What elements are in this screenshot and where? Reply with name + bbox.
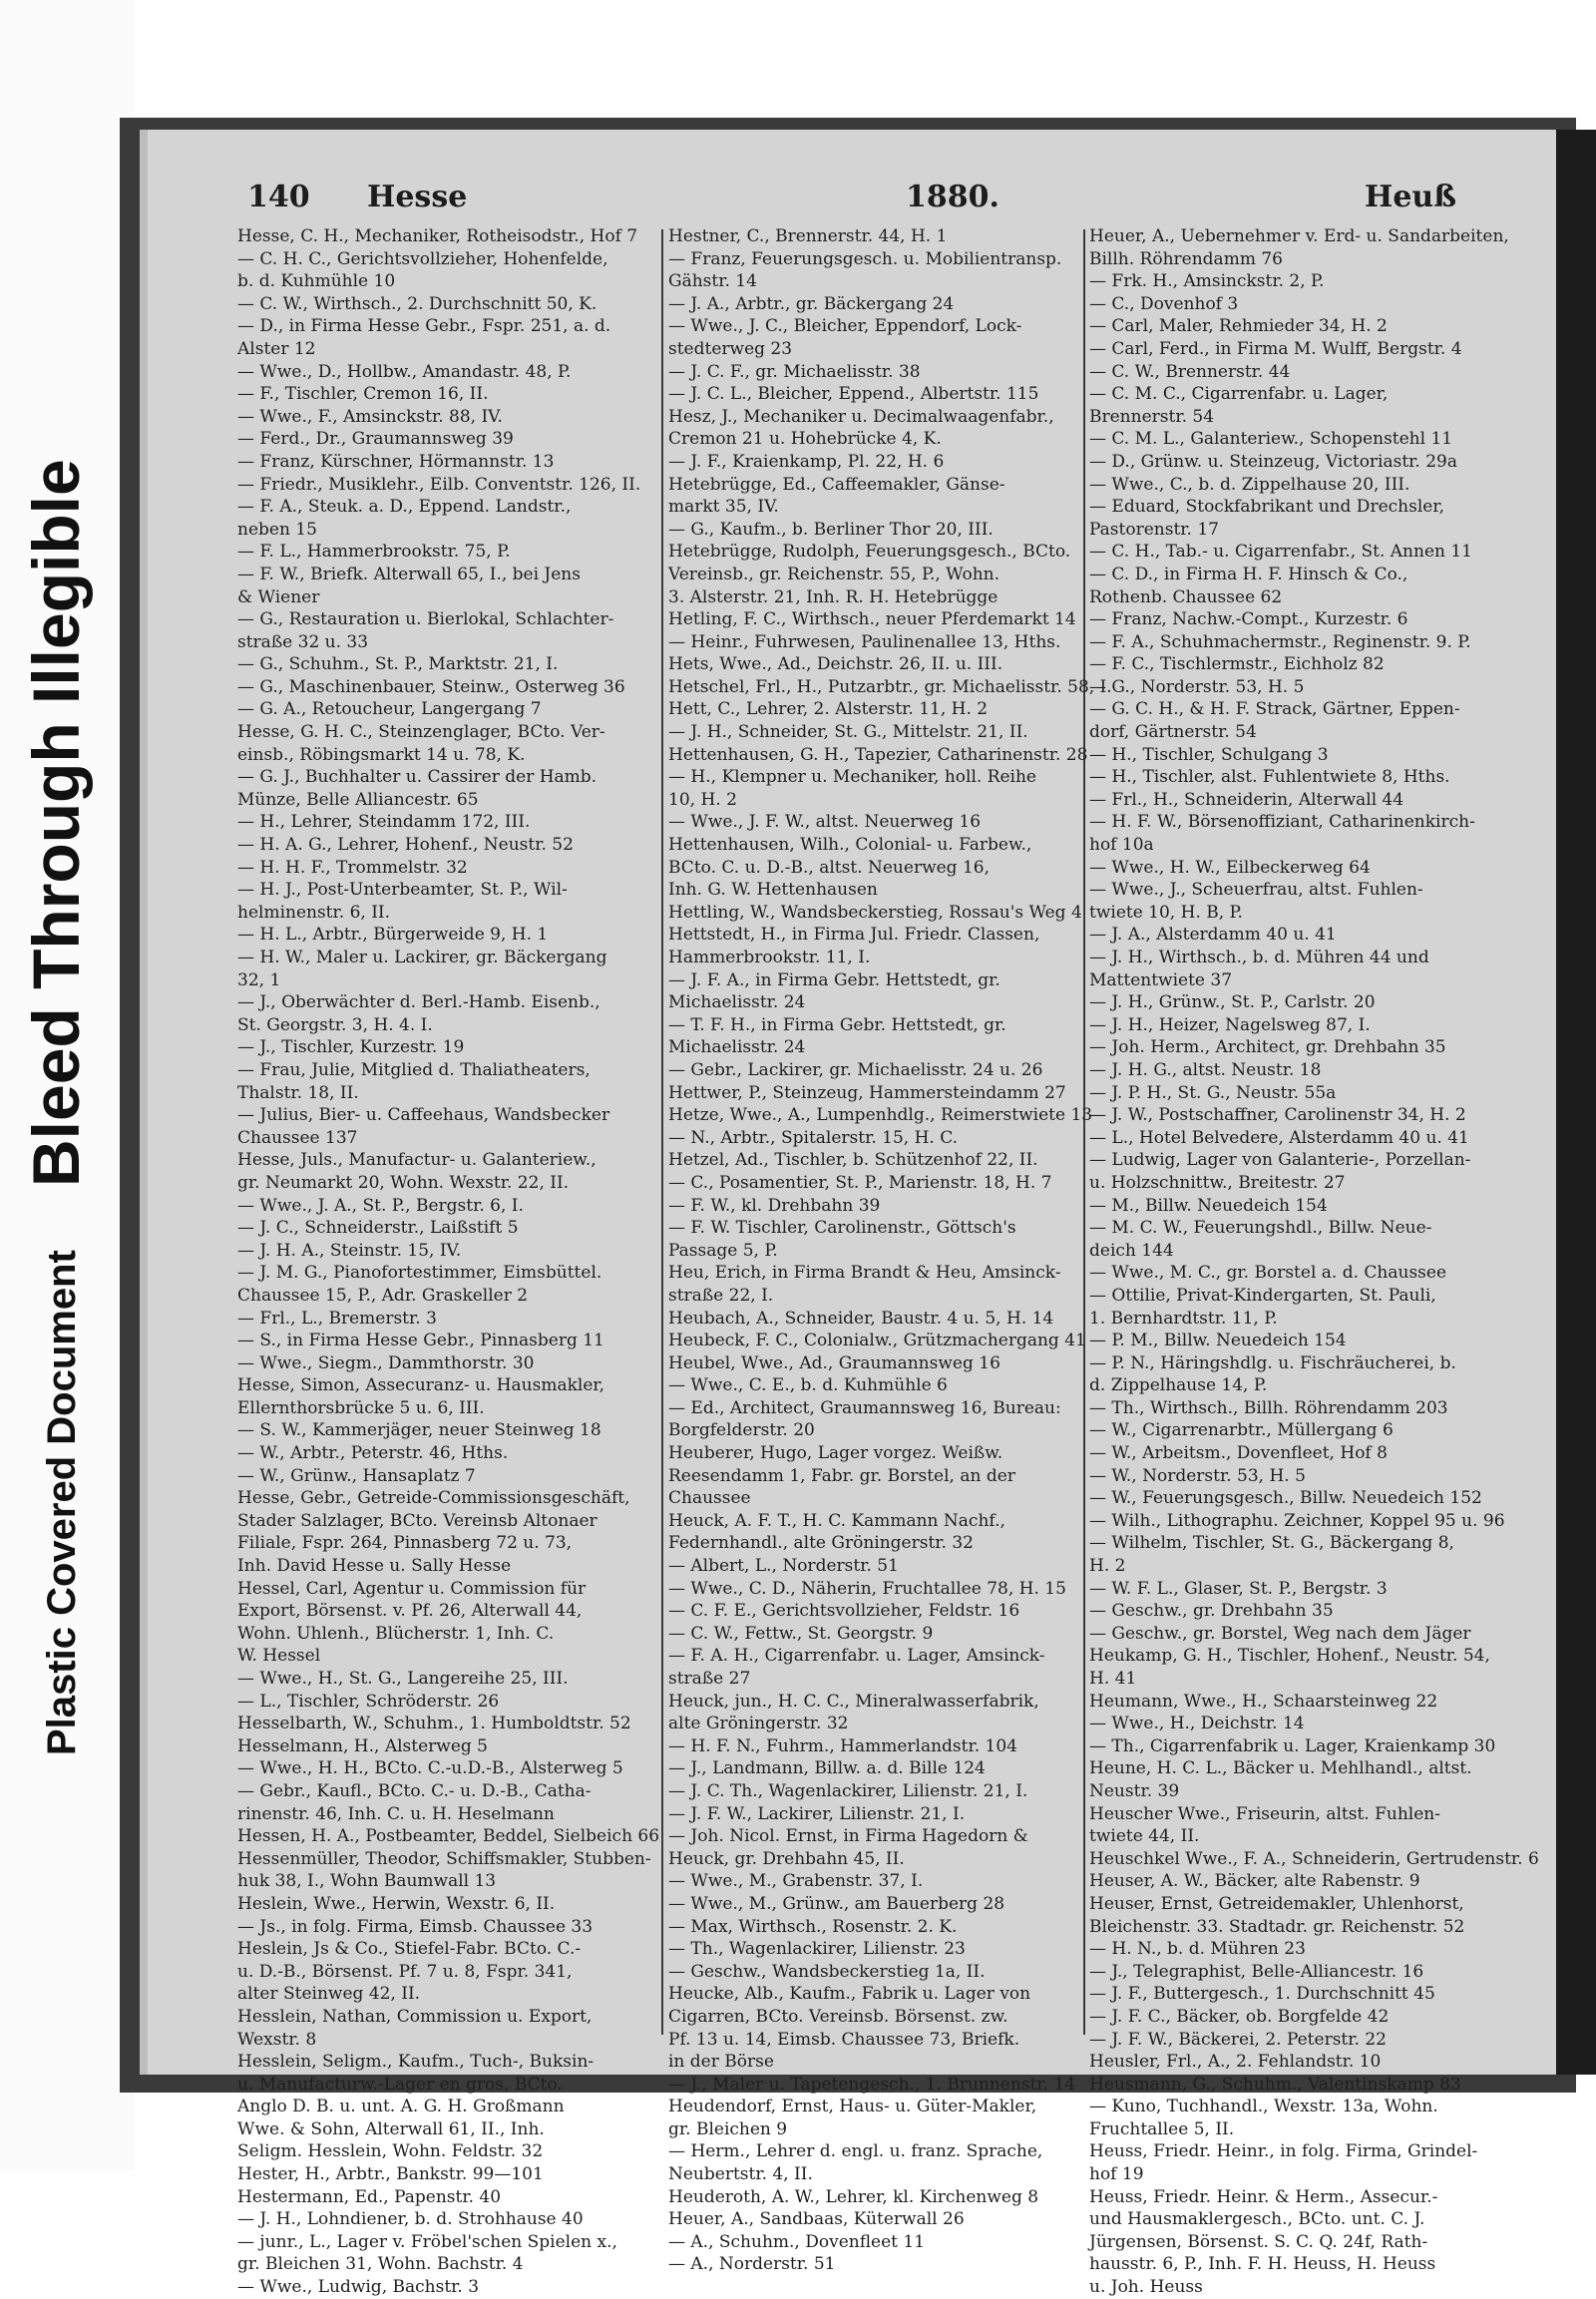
- directory-entry-line: — J. H., Wirthsch., b. d. Mühren 44 und: [1089, 948, 1429, 967]
- directory-entry-line: Heune, H. C. L., Bäcker u. Mehlhandl., altst.: [1089, 1758, 1472, 1779]
- directory-entry-line: — C. W., Wirthsch., 2. Durchschnitt 50, K.: [237, 293, 598, 314]
- directory-entry-line: deich 144: [1089, 1240, 1174, 1261]
- directory-entry-line: Thalstr. 18, II.: [237, 1082, 359, 1103]
- directory-entry-line: — H., Tischler, Schulgang 3: [1089, 744, 1329, 765]
- directory-entry-line: — P. M., Billw. Neuedeich 154: [1089, 1331, 1347, 1351]
- directory-entry-line: Heubel, Wwe., Ad., Graumannsweg 16: [668, 1352, 1000, 1373]
- directory-entry-line: — J. C. L., Bleicher, Eppend., Albertstr. 115: [668, 384, 1039, 405]
- directory-entry-line: — J. H. A., Steinstr. 15, IV.: [237, 1240, 462, 1261]
- directory-entry-line: — Joh. Nicol. Ernst, in Firma Hagedorn &: [668, 1826, 1028, 1847]
- directory-entry-line: — G., Schuhm., St. P., Marktstr. 21, I.: [237, 654, 559, 675]
- directory-entry-line: — Wilh., Lithographu. Zeichner, Koppel 95 u. 96: [1089, 1510, 1505, 1531]
- directory-entry-line: — Wwe., M. C., gr. Borstel a. d. Chaussee: [1089, 1263, 1447, 1284]
- directory-entry-line: — Wwe., Siegm., Dammthorstr. 30: [237, 1352, 535, 1373]
- directory-entry-line: — H. F. W., Börsenoffiziant, Catharinenkirch-: [1089, 812, 1475, 833]
- directory-entry-line: — C. M. L., Galanteriew., Schopenstehl 11: [1089, 429, 1453, 450]
- directory-entry-line: — Franz, Nachw.-Compt., Kurzestr. 6: [1089, 609, 1408, 630]
- directory-entry-line: Heslein, Wwe., Herwin, Wexstr. 6, II.: [237, 1893, 556, 1914]
- directory-entry-line: — Wwe., F., Amsinckstr. 88, IV.: [237, 406, 503, 427]
- directory-entry-line: — Carl, Ferd., in Firma M. Wulff, Bergstr. 4: [1089, 338, 1462, 359]
- directory-entry-line: Hett, C., Lehrer, 2. Alsterstr. 11, H. 2: [668, 699, 989, 720]
- directory-entry-line: — Albert, L., Norderstr. 51: [668, 1556, 899, 1577]
- directory-entry-line: Hetzel, Ad., Tischler, b. Schützenhof 22, II.: [668, 1150, 1038, 1171]
- directory-entry-line: Hesse, C. H., Mechaniker, Rotheisodstr., Hof 7: [237, 226, 638, 246]
- directory-entry-line: markt 35, IV.: [668, 497, 779, 518]
- directory-entry-line: H. 41: [1089, 1669, 1137, 1689]
- directory-entry-line: — Wilhelm, Tischler, St. G., Bäckergang 8,: [1089, 1533, 1454, 1554]
- header-left-word: Hesse: [367, 180, 468, 214]
- bleed-through-label: Bleed Through Illegible: [19, 459, 93, 1187]
- directory-entry-line: — L., Tischler, Schröderstr. 26: [237, 1691, 500, 1712]
- directory-entry-line: — W., Norderstr. 53, H. 5: [1089, 1465, 1306, 1486]
- directory-entry-line: — Gebr., Lackirer, gr. Michaelisstr. 24 u. 26: [668, 1059, 1043, 1080]
- directory-entry-line: — F. W., kl. Drehbahn 39: [668, 1195, 881, 1216]
- directory-entry-line: Chaussee: [668, 1488, 751, 1509]
- directory-entry-line: — J. F., Kraienkamp, Pl. 22, H. 6: [668, 451, 945, 472]
- directory-entry-line: Passage 5, P.: [668, 1240, 778, 1261]
- directory-entry-line: — Ottilie, Privat-Kindergarten, St. Pauli,: [1089, 1285, 1436, 1306]
- directory-entry-line: d. Zippelhause 14, P.: [1089, 1375, 1268, 1396]
- directory-entry-line: Hesse, Simon, Assecuranz- u. Hausmakler,: [237, 1375, 605, 1396]
- directory-entry-line: — C., Posamentier, St. P., Marienstr. 18, H. 7: [668, 1172, 1052, 1193]
- directory-entry-line: u. Holzschnittw., Breitestr. 27: [1089, 1172, 1346, 1193]
- directory-entry-line: — H., Klempner u. Mechaniker, holl. Reihe: [668, 767, 1036, 788]
- directory-entry-line: — J. H., Heizer, Nagelsweg 87, I.: [1089, 1014, 1371, 1035]
- directory-entry-line: — J. H., Grünw., St. P., Carlstr. 20: [1089, 992, 1376, 1013]
- directory-entry-line: Heubeck, F. C., Colonialw., Grützmachergang 41: [668, 1331, 1086, 1351]
- directory-entry-line: Hetebrügge, Rudolph, Feuerungsgesch., BCto.: [668, 542, 1071, 563]
- directory-entry-line: Alster 12: [237, 338, 316, 359]
- directory-entry-line: — H. J., Post-Unterbeamter, St. P., Wil-: [237, 880, 568, 901]
- directory-entry-line: rinenstr. 46, Inh. C. u. H. Heselmann: [237, 1803, 555, 1824]
- directory-entry-line: u. D.-B., Börsenst. Pf. 7 u. 8, Fspr. 341,: [237, 1961, 573, 1982]
- directory-entry-line: — Friedr., Musiklehr., Eilb. Conventstr. 126, II.: [237, 474, 641, 495]
- directory-entry-line: 10, H. 2: [668, 789, 737, 810]
- directory-entry-line: straße 32 u. 33: [237, 631, 369, 652]
- directory-entry-line: Münze, Belle Alliancestr. 65: [237, 789, 479, 810]
- directory-entry-line: — Geschw., gr. Borstel, Weg nach dem Jäger: [1089, 1623, 1471, 1644]
- directory-entry-line: — S. W., Kammerjäger, neuer Steinweg 18: [237, 1420, 601, 1441]
- directory-entry-line: Export, Börsenst. v. Pf. 26, Alterwall 44,: [237, 1601, 583, 1622]
- directory-entry-line: — J. C., Schneiderstr., Laißstift 5: [237, 1218, 519, 1239]
- directory-entry-line: — Joh. Herm., Architect, gr. Drehbahn 35: [1089, 1037, 1446, 1058]
- directory-entry-line: alte Gröningerstr. 32: [668, 1714, 849, 1734]
- directory-entry-line: Pf. 13 u. 14, Eimsb. Chaussee 73, Briefk.: [668, 2029, 1020, 2050]
- directory-entry-line: Fruchtallee 5, II.: [1089, 2118, 1235, 2139]
- directory-entry-line: — P. N., Häringshdlg. u. Fischräucherei, b.: [1089, 1352, 1456, 1373]
- directory-entry-line: Filiale, Fspr. 264, Pinnasberg 72 u. 73,: [237, 1533, 573, 1554]
- directory-entry-line: Heusmann, G., Schuhm., Valentinskamp 83: [1089, 2074, 1461, 2095]
- directory-entry-line: — W., Cigarrenarbtr., Müllergang 6: [1089, 1420, 1394, 1441]
- directory-entry-line: — Th., Wagenlackirer, Lilienstr. 23: [668, 1939, 966, 1960]
- directory-entry-line: — Th., Wirthsch., Billh. Röhrendamm 203: [1089, 1397, 1448, 1418]
- directory-entry-line: — H. F. N., Fuhrm., Hammerlandstr. 104: [668, 1735, 1018, 1756]
- directory-entry-line: — Frl., H., Schneiderin, Alterwall 44: [1089, 789, 1404, 810]
- directory-entry-line: Hetze, Wwe., A., Lumpenhdlg., Reimerstwiete 13: [668, 1105, 1093, 1126]
- directory-entry-line: — Frl., L., Bremerstr. 3: [237, 1308, 437, 1329]
- directory-entry-line: — H. A. G., Lehrer, Hohenf., Neustr. 52: [237, 835, 574, 856]
- directory-entry-line: — Wwe., M., Grünw., am Bauerberg 28: [668, 1893, 1005, 1914]
- directory-entry-line: Wwe. & Sohn, Alterwall 61, II., Inh.: [237, 2118, 545, 2139]
- directory-entry-line: — F. L., Hammerbrookstr. 75, P.: [237, 542, 511, 563]
- directory-entry-line: — D., Grünw. u. Steinzeug, Victoriastr. 29a: [1089, 451, 1458, 472]
- directory-entry-line: H. 2: [1089, 1556, 1126, 1577]
- directory-entry-line: in der Börse: [668, 2052, 774, 2073]
- directory-entry-line: hof 10a: [1089, 835, 1154, 856]
- directory-entry-line: neben 15: [237, 519, 317, 540]
- directory-entry-line: — C. W., Brennerstr. 44: [1089, 361, 1291, 382]
- directory-entry-line: — Wwe., D., Hollbw., Amandastr. 48, P.: [237, 361, 572, 382]
- directory-entry-line: — Kuno, Tuchhandl., Wexstr. 13a, Wohn.: [1089, 2097, 1438, 2117]
- directory-entry-line: — W., Grünw., Hansaplatz 7: [237, 1465, 476, 1486]
- directory-entry-line: Heucke, Alb., Kaufm., Fabrik u. Lager von: [668, 1984, 1031, 2005]
- directory-entry-line: straße 27: [668, 1669, 751, 1689]
- directory-entry-line: — C., Dovenhof 3: [1089, 293, 1239, 314]
- directory-entry-line: Mattentwiete 37: [1089, 969, 1233, 990]
- plastic-covered-label: Plastic Covered Document: [40, 1250, 84, 1755]
- directory-entry-line: Hettenhausen, Wilh., Colonial- u. Farbew.,: [668, 835, 1032, 856]
- directory-entry-line: Heuschkel Wwe., F. A., Schneiderin, Gertrudenstr. 6: [1089, 1848, 1539, 1869]
- directory-entry-line: — J. F. W., Lackirer, Lilienstr. 21, I.: [668, 1803, 966, 1824]
- directory-entry-line: huk 38, I., Wohn Baumwall 13: [237, 1871, 497, 1892]
- directory-entry-line: gr. Bleichen 9: [668, 2118, 788, 2139]
- directory-entry-line: Heslein, Js & Co., Stiefel-Fabr. BCto. C.-: [237, 1939, 582, 1960]
- directory-entry-line: Heubach, A., Schneider, Baustr. 4 u. 5, H. 14: [668, 1308, 1054, 1329]
- directory-entry-line: Heu, Erich, in Firma Brandt & Heu, Amsinck-: [668, 1263, 1061, 1284]
- directory-entry-line: — Frau, Julie, Mitglied d. Thaliatheaters,: [237, 1059, 591, 1080]
- directory-entry-line: Heuck, jun., H. C. C., Mineralwasserfabrik,: [668, 1691, 1039, 1712]
- directory-entry-line: — C. H. C., Gerichtsvollzieher, Hohenfelde,: [237, 248, 608, 269]
- directory-entry-line: — F. A., Steuk. a. D., Eppend. Landstr.,: [237, 497, 572, 518]
- directory-entry-line: Anglo D. B. u. unt. A. G. H. Großmann: [237, 2097, 565, 2117]
- directory-entry-line: — H. L., Arbtr., Bürgerweide 9, H. 1: [237, 925, 549, 946]
- directory-entry-line: Hetebrügge, Ed., Caffeemakler, Gänse-: [668, 474, 1005, 495]
- directory-entry-line: — G. C. H., & H. F. Strack, Gärtner, Eppen-: [1089, 699, 1460, 720]
- directory-entry-line: Hettwer, P., Steinzeug, Hammersteindamm 27: [668, 1082, 1066, 1103]
- directory-entry-line: Heuscher Wwe., Friseurin, altst. Fuhlen-: [1089, 1803, 1440, 1824]
- directory-entry-line: — F. A., Schuhmachermstr., Reginenstr. 9. P.: [1089, 631, 1471, 652]
- directory-entry-line: — Carl, Maler, Rehmieder 34, H. 2: [1089, 316, 1388, 337]
- directory-entry-line: Pastorenstr. 17: [1089, 519, 1219, 540]
- directory-entry-line: Hesse, G. H. C., Steinzenglager, BCto. Ver-: [237, 722, 605, 743]
- directory-entry-line: — M., Billw. Neuedeich 154: [1089, 1195, 1328, 1216]
- directory-entry-line: Rothenb. Chaussee 62: [1089, 586, 1283, 607]
- directory-entry-line: — J., Landmann, Billw. a. d. Bille 124: [668, 1758, 986, 1779]
- directory-entry-line: W. Hessel: [237, 1646, 321, 1667]
- directory-entry-line: — Wwe., H., Deichstr. 14: [1089, 1714, 1305, 1734]
- directory-entry-line: — J. F., Buttergesch., 1. Durchschnitt 45: [1089, 1984, 1435, 2005]
- directory-entry-line: — D., in Firma Hesse Gebr., Fspr. 251, a. d.: [237, 316, 611, 337]
- directory-entry-line: — C. H., Tab.- u. Cigarrenfabr., St. Annen 11: [1089, 542, 1473, 563]
- directory-entry-line: — W., Arbeitsm., Dovenfleet, Hof 8: [1089, 1443, 1388, 1464]
- directory-entry-line: — G., Kaufm., b. Berliner Thor 20, III.: [668, 519, 994, 540]
- directory-entry-line: Federnhandl., alte Gröningerstr. 32: [668, 1533, 974, 1554]
- directory-entry-line: — Franz, Feuerungsgesch. u. Mobilientransp.: [668, 248, 1062, 269]
- directory-entry-line: — Wwe., C. D., Näherin, Fruchtallee 78, H. 15: [668, 1578, 1066, 1599]
- directory-entry-line: Heusler, Frl., A., 2. Fehlandstr. 10: [1089, 2052, 1382, 2073]
- directory-entry-line: Heuck, gr. Drehbahn 45, II.: [668, 1848, 905, 1869]
- directory-entry-line: Heuer, A., Uebernehmer v. Erd- u. Sandarbeiten,: [1089, 226, 1509, 246]
- column-left: [237, 225, 660, 2298]
- column-right: [1089, 225, 1539, 2298]
- directory-entry-line: Chaussee 137: [237, 1127, 358, 1148]
- directory-entry-line: — Eduard, Stockfabrikant und Drechsler,: [1089, 497, 1444, 518]
- directory-entry-line: — Wwe., Ludwig, Bachstr. 3: [237, 2277, 480, 2298]
- directory-entry-line: — Js., in folg. Firma, Eimsb. Chaussee 33: [237, 1916, 594, 1937]
- directory-entry-line: — J. P. H., St. G., Neustr. 55a: [1089, 1082, 1337, 1103]
- directory-entry-line: hof 19: [1089, 2164, 1144, 2185]
- directory-entry-line: Hettenhausen, G. H., Tapezier, Catharinenstr. 28: [668, 744, 1088, 765]
- directory-entry-line: Hessel, Carl, Agentur u. Commission für: [237, 1578, 587, 1599]
- directory-entry-line: twiete 10, H. B, P.: [1089, 902, 1243, 923]
- directory-entry-line: — Geschw., Wandsbeckerstieg 1a, II.: [668, 1961, 986, 1982]
- directory-entry-line: — J. A., Alsterdamm 40 u. 41: [1089, 925, 1337, 946]
- directory-entry-line: — F. W., Briefk. Alterwall 65, I., bei Jens: [237, 564, 581, 584]
- directory-entry-line: Heuer, A., Sandbaas, Küterwall 26: [668, 2209, 965, 2230]
- directory-entry-line: Heukamp, G. H., Tischler, Hohenf., Neustr. 54,: [1089, 1646, 1490, 1667]
- directory-entry-line: stedterweg 23: [668, 338, 793, 359]
- directory-entry-line: — G., Norderstr. 53, H. 5: [1089, 676, 1305, 697]
- directory-entry-line: — J. H. G., altst. Neustr. 18: [1089, 1059, 1322, 1080]
- directory-entry-line: Hessenmüller, Theodor, Schiffsmakler, Stubben-: [237, 1848, 651, 1869]
- directory-entry-line: alter Steinweg 42, II.: [237, 1984, 421, 2005]
- directory-entry-line: — J. F. A., in Firma Gebr. Hettstedt, gr.: [668, 969, 1000, 990]
- directory-entry-line: — H. N., b. d. Mühren 23: [1089, 1939, 1306, 1960]
- directory-entry-line: 32, 1: [237, 969, 281, 990]
- directory-entry-line: Hesz, J., Mechaniker u. Decimalwaagenfabr.,: [668, 406, 1054, 427]
- directory-entry-line: und Hausmaklergesch., BCto. unt. C. J.: [1089, 2209, 1425, 2230]
- directory-entry-line: Inh. David Hesse u. Sally Hesse: [237, 1556, 512, 1577]
- directory-entry-line: Hesselbarth, W., Schuhm., 1. Humboldtstr. 52: [237, 1714, 631, 1734]
- directory-entry-line: Neubertstr. 4, II.: [668, 2164, 813, 2185]
- directory-entry-line: Brennerstr. 54: [1089, 406, 1215, 427]
- directory-entry-line: Hammerbrookstr. 11, I.: [668, 948, 871, 967]
- directory-entry-line: BCto. C. u. D.-B., altst. Neuerweg 16,: [668, 857, 991, 878]
- directory-entry-line: — W., Arbtr., Peterstr. 46, Hths.: [237, 1443, 509, 1464]
- directory-entry-line: — H. H. F., Trommelstr. 32: [237, 857, 468, 878]
- directory-entry-line: Heuser, A. W., Bäcker, alte Rabenstr. 9: [1089, 1871, 1420, 1892]
- directory-entry-line: — junr., L., Lager v. Fröbel'schen Spielen x.,: [237, 2231, 617, 2252]
- directory-entry-line: — J. M. G., Pianofortestimmer, Eimsbüttel.: [237, 1263, 602, 1284]
- directory-entry-line: — A., Norderstr. 51: [668, 2254, 836, 2275]
- directory-entry-line: Heuss, Friedr. Heinr. & Herm., Assecur.-: [1089, 2186, 1438, 2207]
- directory-entry-line: — T. F. H., in Firma Gebr. Hettstedt, gr.: [668, 1014, 1006, 1035]
- directory-entry-line: — Wwe., J. F. W., altst. Neuerweg 16: [668, 812, 982, 833]
- directory-page: [140, 130, 1556, 2298]
- directory-entry-line: — G. A., Retoucheur, Langergang 7: [237, 699, 542, 720]
- directory-entry-line: Inh. G. W. Hettenhausen: [668, 880, 878, 901]
- directory-entry-line: — F. W. Tischler, Carolinenstr., Göttsch's: [668, 1218, 1016, 1239]
- directory-entry-line: Hetling, F. C., Wirthsch., neuer Pferdemarkt 14: [668, 609, 1076, 630]
- directory-entry-line: — Wwe., J. C., Bleicher, Eppendorf, Lock-: [668, 316, 1022, 337]
- directory-entry-line: Heumann, Wwe., H., Schaarsteinweg 22: [1089, 1691, 1438, 1712]
- directory-entry-line: — Wwe., J., Scheuerfrau, altst. Fuhlen-: [1089, 880, 1423, 901]
- directory-entry-line: twiete 44, II.: [1089, 1826, 1200, 1847]
- directory-entry-line: — C. F. E., Gerichtsvollzieher, Feldstr. 16: [668, 1601, 1020, 1622]
- directory-entry-line: straße 22, I.: [668, 1285, 774, 1306]
- directory-entry-line: u. Manufacturw.-Lager en gros, BCto.: [237, 2074, 563, 2095]
- directory-entry-line: — W., Feuerungsgesch., Billw. Neuedeich 152: [1089, 1488, 1482, 1509]
- directory-entry-line: Michaelisstr. 24: [668, 992, 806, 1013]
- directory-entry-line: — Max, Wirthsch., Rosenstr. 2. K.: [668, 1916, 958, 1937]
- directory-entry-line: — J. C. Th., Wagenlackirer, Lilienstr. 21, I.: [668, 1780, 1028, 1801]
- directory-entry-line: helminenstr. 6, II.: [237, 902, 391, 923]
- directory-entry-line: — G., Restauration u. Bierlokal, Schlachter-: [237, 609, 614, 630]
- directory-entry-line: — S., in Firma Hesse Gebr., Pinnasberg 11: [237, 1331, 604, 1351]
- directory-entry-line: — C. W., Fettw., St. Georgstr. 9: [668, 1623, 934, 1644]
- directory-entry-line: hausstr. 6, P., Inh. F. H. Heuss, H. Heuss: [1089, 2254, 1436, 2275]
- directory-entry-line: Hesslein, Seligm., Kaufm., Tuch-, Buksin-: [237, 2052, 595, 2073]
- directory-entry-line: Billh. Röhrendamm 76: [1089, 248, 1283, 269]
- directory-entry-line: — Ferd., Dr., Graumannsweg 39: [237, 429, 514, 450]
- left-margin: [0, 0, 135, 2171]
- directory-entry-line: Hesse, Gebr., Getreide-Commissionsgeschäft,: [237, 1488, 630, 1509]
- directory-entry-line: Wohn. Uhlenh., Blücherstr. 1, Inh. C.: [237, 1623, 555, 1644]
- directory-entry-line: — H., Lehrer, Steindamm 172, III.: [237, 812, 531, 833]
- column-rule: [661, 229, 663, 2035]
- directory-entry-line: Hettling, W., Wandsbeckerstieg, Rossau's Weg 4: [668, 902, 1082, 923]
- directory-entry-line: — Ed., Architect, Graumannsweg 16, Bureau:: [668, 1397, 1061, 1418]
- directory-entry-line: Hessen, H. A., Postbeamter, Beddel, Sielbeich 66: [237, 1826, 660, 1847]
- right-page-edge: [1556, 130, 1596, 2075]
- directory-entry-line: — J., Maler u. Tapetengesch., 1. Brunnenstr. 14: [668, 2074, 1076, 2095]
- directory-entry-line: — J. C. F., gr. Michaelisstr. 38: [668, 361, 921, 382]
- directory-entry-line: — F. C., Tischlermstr., Eichholz 82: [1089, 654, 1385, 675]
- directory-entry-line: Reesendamm 1, Fabr. gr. Borstel, an der: [668, 1465, 1015, 1486]
- directory-entry-line: — M. C. W., Feuerungshdl., Billw. Neue-: [1089, 1218, 1432, 1239]
- directory-entry-line: Heudendorf, Ernst, Haus- u. Güter-Makler,: [668, 2097, 1037, 2117]
- directory-entry-line: — C. M. C., Cigarrenfabr. u. Lager,: [1089, 384, 1389, 405]
- directory-entry-line: — H. W., Maler u. Lackirer, gr. Bäckergang: [237, 948, 607, 967]
- directory-entry-line: — Wwe., J. A., St. P., Bergstr. 6, I.: [237, 1195, 524, 1216]
- directory-entry-line: Hesse, Juls., Manufactur- u. Galanteriew.,: [237, 1150, 597, 1171]
- directory-entry-line: Borgfelderstr. 20: [668, 1420, 815, 1441]
- directory-entry-line: — J. F. C., Bäcker, ob. Borgfelde 42: [1089, 2006, 1390, 2027]
- directory-entry-line: — Herm., Lehrer d. engl. u. franz. Sprache,: [668, 2141, 1043, 2162]
- directory-entry-line: — F., Tischler, Cremon 16, II.: [237, 384, 489, 405]
- directory-entry-line: — J. H., Lohndiener, b. d. Strohhause 40: [237, 2209, 584, 2230]
- directory-entry-line: u. Joh. Heuss: [1089, 2277, 1203, 2298]
- directory-entry-line: Stader Salzlager, BCto. Vereinsb Altonaer: [237, 1510, 598, 1531]
- directory-entry-line: Hettstedt, H., in Firma Jul. Friedr. Classen,: [668, 925, 1040, 946]
- directory-entry-line: Ellernthorsbrücke 5 u. 6, III.: [237, 1397, 485, 1418]
- directory-entry-line: Heuck, A. F. T., H. C. Kammann Nachf.,: [668, 1510, 1005, 1531]
- directory-entry-line: einsb., Röbingsmarkt 14 u. 78, K.: [237, 744, 526, 765]
- directory-entry-line: Heuderoth, A. W., Lehrer, kl. Kirchenweg 8: [668, 2186, 1039, 2207]
- directory-entry-line: gr. Bleichen 31, Wohn. Bachstr. 4: [237, 2254, 524, 2275]
- directory-entry-line: — C. D., in Firma H. F. Hinsch & Co.,: [1089, 564, 1408, 584]
- directory-entry-line: Hestermann, Ed., Papenstr. 40: [237, 2186, 502, 2207]
- page-number: 140: [247, 180, 310, 214]
- directory-entry-line: Hets, Wwe., Ad., Deichstr. 26, II. u. III.: [668, 654, 1003, 675]
- directory-entry-line: Heuberer, Hugo, Lager vorgez. Weißw.: [668, 1443, 1003, 1464]
- directory-entry-line: — H., Tischler, alst. Fuhlentwiete 8, Hths.: [1089, 767, 1450, 788]
- directory-entry-line: — F. A. H., Cigarrenfabr. u. Lager, Amsinck-: [668, 1646, 1045, 1667]
- directory-entry-line: — Wwe., H., St. G., Langereihe 25, III.: [237, 1669, 569, 1689]
- column-middle: [668, 225, 1112, 2275]
- directory-entry-line: & Wiener: [237, 586, 320, 607]
- directory-entry-line: 1. Bernhardtstr. 11, P.: [1089, 1308, 1278, 1329]
- directory-entry-line: Chaussee 15, P., Adr. Graskeller 2: [237, 1285, 529, 1306]
- directory-entry-line: — L., Hotel Belvedere, Alsterdamm 40 u. 41: [1089, 1127, 1469, 1148]
- directory-entry-line: Hesselmann, H., Alsterweg 5: [237, 1735, 488, 1756]
- directory-entry-line: Heuss, Friedr. Heinr., in folg. Firma, Grindel-: [1089, 2141, 1478, 2162]
- directory-entry-line: — Geschw., gr. Drehbahn 35: [1089, 1601, 1334, 1622]
- directory-entry-line: — A., Schuhm., Dovenfleet 11: [668, 2231, 926, 2252]
- directory-entry-line: — J., Oberwächter d. Berl.-Hamb. Eisenb.,: [237, 992, 600, 1013]
- directory-entry-line: Hestner, C., Brennerstr. 44, H. 1: [668, 226, 948, 246]
- directory-entry-line: Heuser, Ernst, Getreidemakler, Uhlenhorst,: [1089, 1893, 1464, 1914]
- directory-entry-line: — Gebr., Kaufl., BCto. C.- u. D.-B., Catha-: [237, 1780, 592, 1801]
- directory-entry-line: — J., Telegraphist, Belle-Alliancestr. 16: [1089, 1961, 1424, 1982]
- directory-entry-line: Jürgensen, Börsenst. S. C. Q. 24f, Rath-: [1089, 2231, 1428, 2252]
- directory-entry-line: dorf, Gärtnerstr. 54: [1089, 722, 1257, 743]
- directory-entry-line: — Wwe., C., b. d. Zippelhause 20, III.: [1089, 474, 1410, 495]
- directory-entry-line: — G., Maschinenbauer, Steinw., Osterweg 36: [237, 676, 625, 697]
- directory-entry-line: Bleichenstr. 33. Stadtadr. gr. Reichenstr. 52: [1089, 1916, 1465, 1937]
- directory-entry-line: Vereinsb., gr. Reichenstr. 55, P., Wohn.: [668, 564, 1000, 584]
- directory-entry-line: — Wwe., M., Grabenstr. 37, I.: [668, 1871, 924, 1892]
- directory-entry-line: Seligm. Hesslein, Wohn. Feldstr. 32: [237, 2141, 544, 2162]
- directory-entry-line: — Ludwig, Lager von Galanterie-, Porzellan-: [1089, 1150, 1471, 1171]
- directory-entry-line: — Franz, Kürschner, Hörmannstr. 13: [237, 451, 555, 472]
- directory-entry-line: — J. H., Schneider, St. G., Mittelstr. 21, II.: [668, 722, 1028, 743]
- directory-entry-line: — Julius, Bier- u. Caffeehaus, Wandsbecker: [237, 1105, 610, 1126]
- directory-entry-line: Hester, H., Arbtr., Bankstr. 99—101: [237, 2164, 544, 2185]
- directory-entry-line: — J. F. W., Bäckerei, 2. Peterstr. 22: [1089, 2029, 1387, 2050]
- directory-entry-line: Hetschel, Frl., H., Putzarbtr., gr. Michaelisstr. 58, I.: [668, 676, 1112, 697]
- directory-entry-line: — Heinr., Fuhrwesen, Paulinenallee 13, Hths.: [668, 631, 1061, 652]
- directory-entry-line: — N., Arbtr., Spitalerstr. 15, H. C.: [668, 1127, 959, 1148]
- directory-entry-line: Wexstr. 8: [237, 2029, 317, 2050]
- directory-entry-line: — G. J., Buchhalter u. Cassirer der Hamb.: [237, 767, 598, 788]
- directory-entry-line: Michaelisstr. 24: [668, 1037, 806, 1058]
- header-year: 1880.: [906, 180, 999, 214]
- directory-entry-line: — J. W., Postschaffner, Carolinenstr 34, H. 2: [1089, 1105, 1466, 1126]
- header-right-word: Heuß: [1365, 180, 1457, 214]
- directory-entry-line: Gähstr. 14: [668, 271, 757, 292]
- directory-entry-line: — Wwe., H. H., BCto. C.-u.D.-B., Alsterweg 5: [237, 1758, 623, 1779]
- directory-entry-line: — Wwe., C. E., b. d. Kuhmühle 6: [668, 1375, 948, 1396]
- directory-entry-line: Neustr. 39: [1089, 1780, 1180, 1801]
- directory-entry-line: Cigarren, BCto. Vereinsb. Börsenst. zw.: [668, 2006, 1008, 2027]
- directory-entry-line: — J., Tischler, Kurzestr. 19: [237, 1037, 465, 1058]
- directory-entry-line: St. Georgstr. 3, H. 4. I.: [237, 1014, 433, 1035]
- directory-entry-line: — J. A., Arbtr., gr. Bäckergang 24: [668, 293, 955, 314]
- directory-entry-line: gr. Neumarkt 20, Wohn. Wexstr. 22, II.: [237, 1172, 570, 1193]
- directory-entry-line: — Wwe., H. W., Eilbeckerweg 64: [1089, 857, 1371, 878]
- directory-entry-line: Cremon 21 u. Hohebrücke 4, K.: [668, 429, 942, 450]
- page-header: [247, 180, 1564, 227]
- directory-entry-line: b. d. Kuhmühle 10: [237, 271, 396, 292]
- directory-entry-line: — W. F. L., Glaser, St. P., Bergstr. 3: [1089, 1578, 1388, 1599]
- directory-entry-line: Hesslein, Nathan, Commission u. Export,: [237, 2006, 593, 2027]
- directory-entry-line: — Frk. H., Amsinckstr. 2, P.: [1089, 271, 1325, 292]
- directory-entry-line: 3. Alsterstr. 21, Inh. R. H. Hetebrügge: [668, 586, 998, 607]
- directory-entry-line: — Th., Cigarrenfabrik u. Lager, Kraienkamp 30: [1089, 1735, 1496, 1756]
